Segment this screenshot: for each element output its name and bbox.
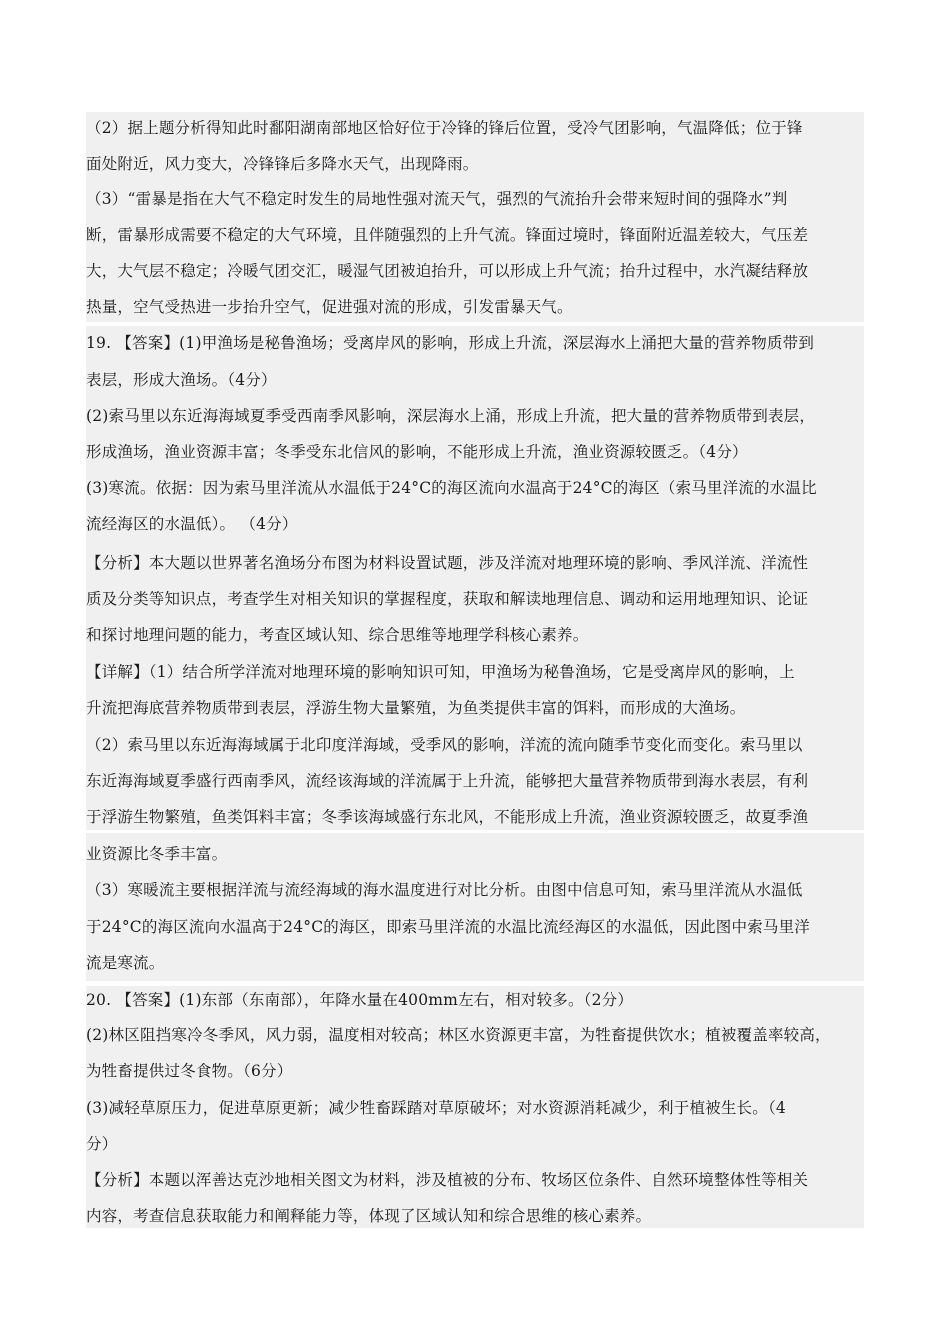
paragraph-line: 流是寒流。: [86, 954, 165, 972]
paragraph-line: (3)寒流。依据：因为索马里洋流从水温低于24°C的海区流向水温高于24°C的海区（索马里洋流的水温比: [86, 479, 817, 497]
paragraph-line: 于24°C的海区流向水温高于24°C的海区，即索马里洋流的水温比流经海区的水温低，因此图中索马里洋: [86, 918, 810, 936]
paragraph-line: 为牲畜提供过冬食物。（6分）: [86, 1062, 293, 1080]
paragraph-line: 形成渔场，渔业资源丰富；冬季受东北信风的影响，不能形成上升流，渔业资源较匮乏。（4分）: [86, 443, 748, 461]
paragraph-line: 内容，考查信息获取能力和阐释能力等，体现了区域认知和综合思维的核心素养。: [86, 1207, 652, 1225]
paragraph-line: 断，雷暴形成需要不稳定的大气环境，且伴随强烈的上升气流。锋面过境时，锋面附近温差较大，气压差: [86, 226, 809, 244]
paragraph-line: （2）索马里以东近海海域属于北印度洋海域，受季风的影响，洋流的流向随季节变化而变化。索马里以: [86, 736, 803, 754]
paragraph-line: 流经海区的水温低）。 （4分）: [86, 515, 298, 533]
paragraph-line: 质及分类等知识点，考查学生对相关知识的掌握程度，获取和解读地理信息、调动和运用地理知识、论证: [86, 590, 809, 608]
paragraph-line: 表层，形成大渔场。（4分）: [86, 371, 277, 389]
paragraph-line: 面处附近，风力变大，冷锋锋后多降水天气，出现降雨。: [86, 155, 479, 173]
analysis-heading-19: 【分析】本大题以世界著名渔场分布图为材料设置试题，涉及洋流对地理环境的影响、季风洋流、洋流性: [86, 554, 809, 572]
paragraph-line: 热量，空气受热进一步抬升空气，促进强对流的形成，引发雷暴天气。: [86, 298, 573, 316]
paragraph-line: （3）寒暖流主要根据洋流与流经海域的海水温度进行对比分析。由图中信息可知，索马里洋流从水温低: [86, 881, 803, 899]
paragraph-line: 大，大气层不稳定；冷暖气团交汇，暖湿气团被迫抬升，可以形成上升气流；抬升过程中，水汽凝结释放: [86, 262, 809, 280]
paragraph-line: (2)林区阻挡寒冷冬季风，风力弱，温度相对较高；林区水资源更丰富，为牲畜提供饮水；植被覆盖率较高，: [86, 1026, 831, 1044]
paragraph-line: 升流把海底营养物质带到表层，浮游生物大量繁殖，为鱼类提供丰富的饵料，而形成的大渔场。: [86, 699, 746, 717]
paragraph-line: (2)索马里以东近海海域夏季受西南季风影响，深层海水上涌，形成上升流，把大量的营养物质带到表层，: [86, 407, 816, 425]
paragraph-line: （3）“雷暴是指在大气不稳定时发生的局地性强对流天气，强烈的气流抬升会带来短时间的强降水”判: [86, 190, 788, 208]
paragraph-line: 和探讨地理问题的能力，考查区域认知、综合思维等地理学科核心素养。: [86, 626, 589, 644]
paragraph-line: (3)减轻草原压力，促进草原更新；减少牲畜踩踏对草原破坏；对水资源消耗减少，利于植被生长。（4: [86, 1099, 786, 1117]
question-19-answer: 19. 【答案】(1)甲渔场是秘鲁渔场；受离岸风的影响，形成上升流，深层海水上涌把大量的营养物质带到: [86, 334, 815, 352]
paragraph-line: （2）据上题分析得知此时鄱阳湖南部地区恰好位于冷锋的锋后位置，受冷气团影响，气温降低；位于锋: [86, 119, 803, 137]
paragraph-line: 分）: [86, 1135, 118, 1153]
paragraph-line: 业资源比冬季丰富。: [86, 845, 228, 863]
paragraph-line: 于浮游生物繁殖，鱼类饵料丰富；冬季该海域盛行东北风，不能形成上升流，渔业资源较匮乏，故夏季渔: [86, 808, 809, 826]
question-20-answer: 20. 【答案】(1)东部（东南部），年降水量在400mm左右，相对较多。（2分）: [86, 991, 634, 1009]
paragraph-line: 东近海海域夏季盛行西南季风，流经该海域的洋流属于上升流，能够把大量营养物质带到海水表层，有利: [86, 772, 809, 790]
detail-heading-19: 【详解】（1）结合所学洋流对地理环境的影响知识可知，甲渔场为秘鲁渔场，它是受离岸风的影响，上: [86, 663, 795, 681]
analysis-heading-20: 【分析】本题以浑善达克沙地相关图文为材料，涉及植被的分布、牧场区位条件、自然环境整体性等相关: [86, 1171, 809, 1189]
